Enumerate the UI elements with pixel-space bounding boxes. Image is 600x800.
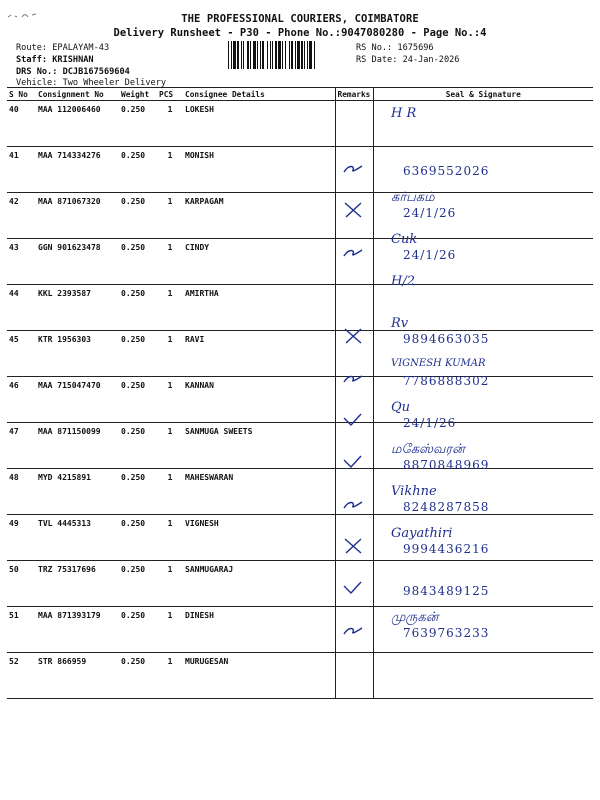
cell-consignment-no: KTR 1956303 <box>36 331 119 377</box>
signature-handwriting: மகேஸ்வரன் <box>391 442 465 457</box>
cell-weight: 0.250 <box>119 331 157 377</box>
cell-remarks <box>335 101 373 147</box>
cell-pcs: 1 <box>157 377 183 423</box>
signature-phone-or-date: 24/1/26 <box>403 416 457 430</box>
runsheet-table <box>7 87 593 699</box>
table-row <box>7 653 593 699</box>
drs-number: DRS No.: DCJB167569604 <box>16 67 130 77</box>
cell-consignment-no: STR 866959 <box>36 653 119 699</box>
cell-sno: 50 <box>7 561 36 607</box>
signature-handwriting: Rv <box>391 316 409 331</box>
cell-pcs: 1 <box>157 515 183 561</box>
remark-mark <box>341 368 365 388</box>
table-row <box>7 147 593 193</box>
cell-consignment-no: MAA 871150099 <box>36 423 119 469</box>
cell-consignment-no: KKL 2393587 <box>36 285 119 331</box>
cell-weight: 0.250 <box>119 607 157 653</box>
cell-pcs: 1 <box>157 653 183 699</box>
cell-consignee: SANMUGARAJ <box>183 561 335 607</box>
col-header-remarks: Remarks <box>335 88 373 101</box>
cell-pcs: 1 <box>157 331 183 377</box>
table-row <box>7 423 593 469</box>
signature-phone-or-date: 8870848969 <box>403 458 490 472</box>
signature-handwriting: Qu <box>391 400 411 415</box>
cell-sno: 46 <box>7 377 36 423</box>
cell-sno: 45 <box>7 331 36 377</box>
signature-phone-or-date: 8248287858 <box>403 500 490 514</box>
cell-pcs: 1 <box>157 423 183 469</box>
cell-consignee: LOKESH <box>183 101 335 147</box>
barcode-image <box>228 41 352 69</box>
cell-consignee: SANMUGA SWEETS <box>183 423 335 469</box>
route-label: Route: EPALAYAM-43 <box>16 43 110 53</box>
col-header-pcs: PCS <box>157 88 183 101</box>
cell-consignee: KANNAN <box>183 377 335 423</box>
remark-mark <box>341 158 365 178</box>
cell-consignee: CINDY <box>183 239 335 285</box>
cell-signature <box>373 653 593 699</box>
cell-pcs: 1 <box>157 193 183 239</box>
cell-sno: 48 <box>7 469 36 515</box>
cell-consignment-no: MAA 714334276 <box>36 147 119 193</box>
cell-pcs: 1 <box>157 147 183 193</box>
cell-weight: 0.250 <box>119 377 157 423</box>
remark-mark <box>341 410 365 430</box>
remark-mark <box>341 200 365 220</box>
cell-consignment-no: MAA 871067320 <box>36 193 119 239</box>
cell-sno: 44 <box>7 285 36 331</box>
cell-consignment-no: MAA 112006460 <box>36 101 119 147</box>
col-header-sno: S No <box>7 88 36 101</box>
table-row <box>7 285 593 331</box>
remark-mark <box>341 536 365 556</box>
table-row <box>7 239 593 285</box>
cell-weight: 0.250 <box>119 193 157 239</box>
cell-consignee: KARPAGAM <box>183 193 335 239</box>
signature-phone-or-date: 7786888302 <box>403 374 490 388</box>
cell-pcs: 1 <box>157 239 183 285</box>
remark-mark <box>341 452 365 472</box>
signature-phone-or-date: 24/1/26 <box>403 248 457 262</box>
signature-handwriting: முருகன் <box>391 610 439 625</box>
cell-sno: 47 <box>7 423 36 469</box>
table-row <box>7 377 593 423</box>
cell-weight: 0.250 <box>119 561 157 607</box>
signature-handwriting: Cuk <box>391 232 418 247</box>
cell-consignment-no: TVL 4445313 <box>36 515 119 561</box>
cell-sno: 42 <box>7 193 36 239</box>
cell-consignee: AMIRTHA <box>183 285 335 331</box>
cell-consignment-no: GGN 901623478 <box>36 239 119 285</box>
rs-number: RS No.: 1675696 <box>356 43 434 53</box>
cell-sno: 43 <box>7 239 36 285</box>
col-header-consignee: Consignee Details <box>183 88 335 101</box>
signature-handwriting: H/2 <box>391 274 415 289</box>
table-row <box>7 515 593 561</box>
signature-phone-or-date: 6369552026 <box>403 164 490 178</box>
cell-pcs: 1 <box>157 561 183 607</box>
document-title: THE PROFESSIONAL COURIERS, COIMBATORE <box>181 13 419 25</box>
cell-weight: 0.250 <box>119 101 157 147</box>
signature-handwriting: Vikhne <box>391 484 437 499</box>
cell-pcs: 1 <box>157 607 183 653</box>
cell-consignee: RAVI <box>183 331 335 377</box>
cell-consignment-no: TRZ 75317696 <box>36 561 119 607</box>
signature-phone-or-date: 9894663035 <box>403 332 490 346</box>
cell-consignment-no: MAA 871393179 <box>36 607 119 653</box>
vehicle-label: Vehicle: Two Wheeler Delivery <box>16 78 167 88</box>
cell-weight: 0.250 <box>119 285 157 331</box>
remark-mark <box>341 620 365 640</box>
rs-date: RS Date: 24-Jan-2026 <box>356 55 460 65</box>
signature-phone-or-date: 24/1/26 <box>403 206 457 220</box>
table-row <box>7 469 593 515</box>
signature-handwriting: Gayathiri <box>391 526 453 541</box>
table-header-row <box>7 88 593 101</box>
cell-consignee: MONISH <box>183 147 335 193</box>
cell-sno: 51 <box>7 607 36 653</box>
cell-consignee: MURUGESAN <box>183 653 335 699</box>
remark-mark <box>341 578 365 598</box>
signature-phone-or-date: 9843489125 <box>403 584 490 598</box>
cell-pcs: 1 <box>157 285 183 331</box>
signature-handwriting: கர்பகம் <box>391 190 435 205</box>
cell-consignee: VIGNESH <box>183 515 335 561</box>
cell-weight: 0.250 <box>119 423 157 469</box>
cell-sno: 41 <box>7 147 36 193</box>
table-row <box>7 101 593 147</box>
cell-weight: 0.250 <box>119 239 157 285</box>
cell-sno: 40 <box>7 101 36 147</box>
table-row <box>7 331 593 377</box>
cell-sno: 49 <box>7 515 36 561</box>
remark-mark <box>341 326 365 346</box>
cell-consignment-no: MYD 4215891 <box>36 469 119 515</box>
document-subtitle: Delivery Runsheet - P30 - Phone No.:9047080280 - Page No.:4 <box>113 27 487 39</box>
table-row <box>7 607 593 653</box>
cell-weight: 0.250 <box>119 515 157 561</box>
remark-mark <box>341 242 365 262</box>
col-header-signature: Seal & Signature <box>373 88 593 101</box>
cell-weight: 0.250 <box>119 147 157 193</box>
table-row <box>7 193 593 239</box>
cell-pcs: 1 <box>157 469 183 515</box>
col-header-weight: Weight <box>119 88 157 101</box>
remark-mark <box>341 494 365 514</box>
signature-phone-or-date: 9994436216 <box>403 542 490 556</box>
signature-handwriting: H R <box>391 106 417 121</box>
table-row <box>7 561 593 607</box>
cell-consignment-no: MAA 715047470 <box>36 377 119 423</box>
signature-phone-or-date: 7639763233 <box>403 626 490 640</box>
col-header-consignment: Consignment No <box>36 88 119 101</box>
cell-consignee: MAHESWARAN <box>183 469 335 515</box>
cell-consignee: DINESH <box>183 607 335 653</box>
cell-sno: 52 <box>7 653 36 699</box>
signature-handwriting: VIGNESH KUMAR <box>391 358 486 369</box>
cell-remarks <box>335 653 373 699</box>
cell-pcs: 1 <box>157 101 183 147</box>
cell-weight: 0.250 <box>119 469 157 515</box>
cell-remarks <box>335 285 373 331</box>
staff-label: Staff: KRISHNAN <box>16 55 94 65</box>
cell-weight: 0.250 <box>119 653 157 699</box>
